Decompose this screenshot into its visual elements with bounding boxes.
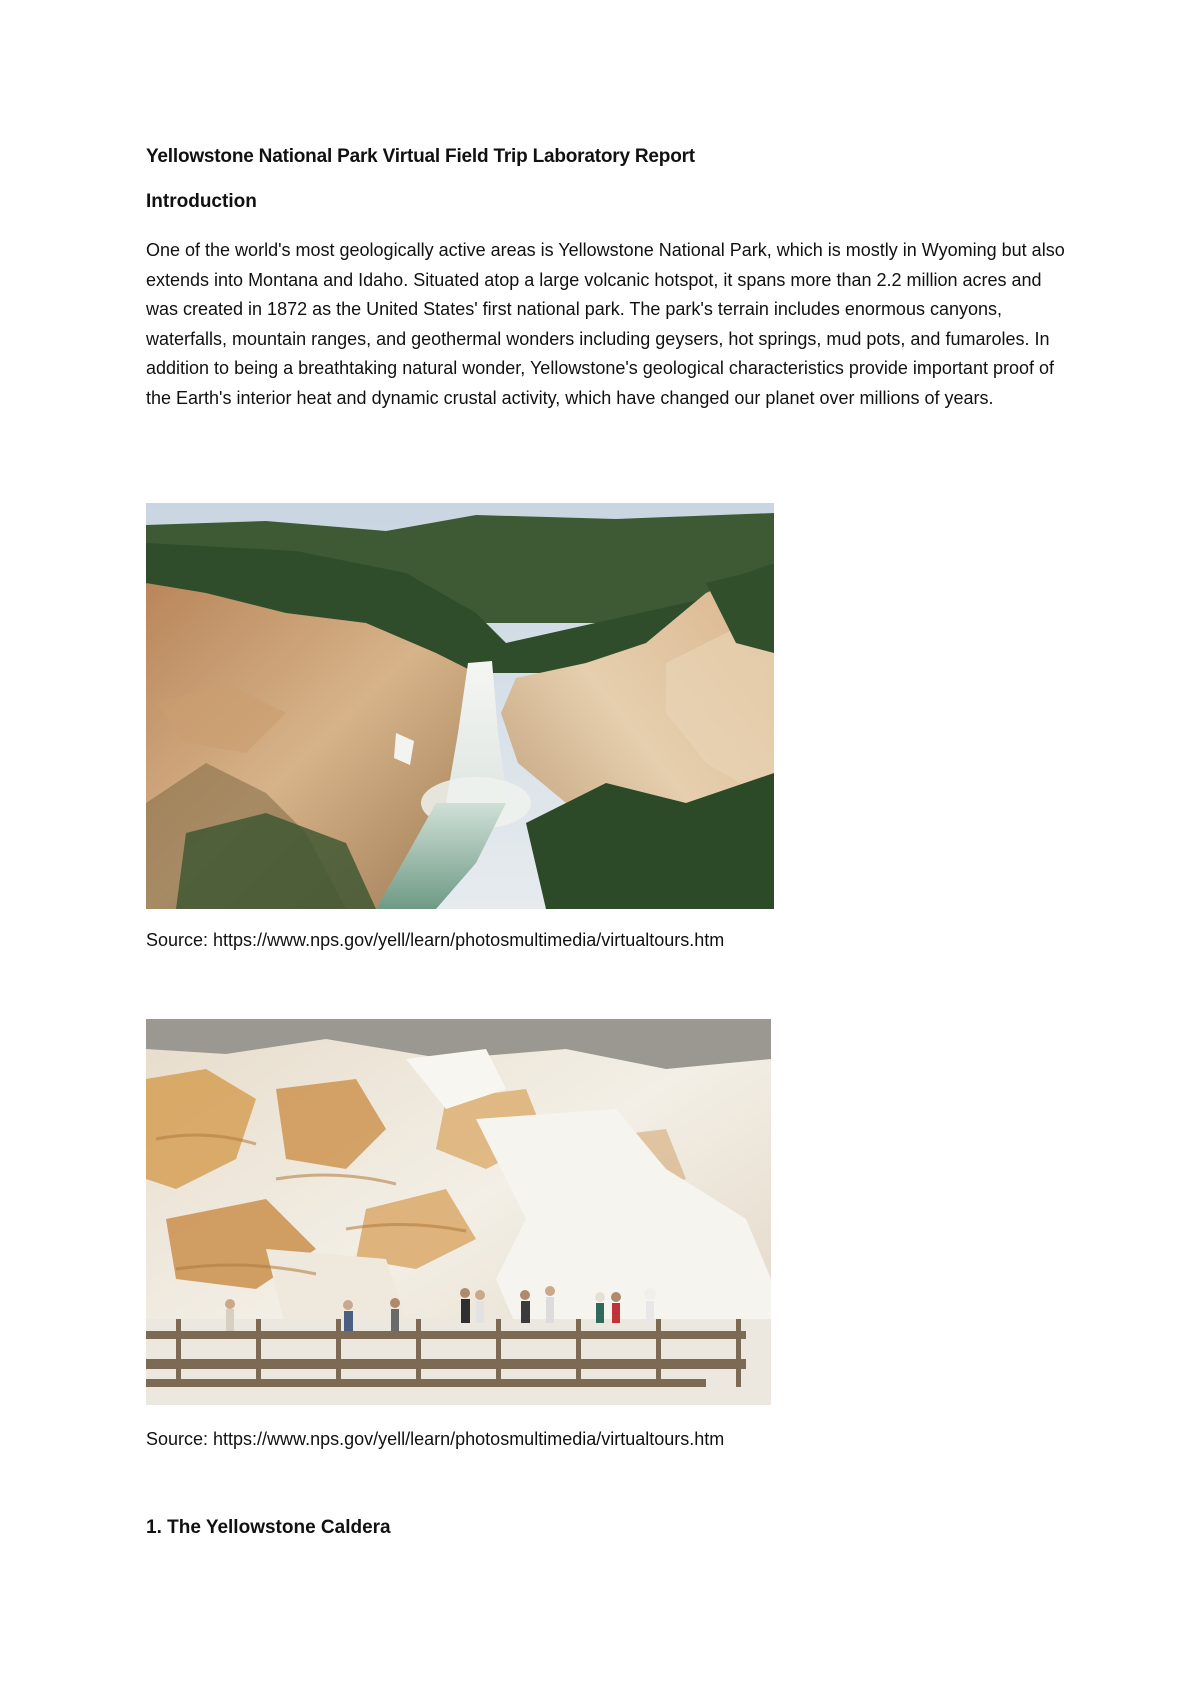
document-title: Yellowstone National Park Virtual Field Trip Laboratory Report [146, 146, 695, 167]
travertine-terraces-image [146, 1019, 771, 1405]
travertine-terraces-photo [146, 1019, 771, 1405]
canyon-waterfall-image [146, 503, 774, 909]
figure-2-caption: Source: https://www.nps.gov/yell/learn/photosmultimedia/virtualtours.htm [146, 1429, 725, 1449]
figure-1-caption: Source: https://www.nps.gov/yell/learn/photosmultimedia/virtualtours.htm [146, 930, 725, 950]
canyon-waterfall-photo [146, 503, 774, 909]
section-heading: 1. The Yellowstone Caldera [146, 1517, 391, 1538]
intro-heading: Introduction [146, 191, 257, 212]
intro-paragraph: One of the world's most geologically active areas is Yellowstone National Park, which is mostly in Wyoming but also extends into Montana and Idaho. Situated atop a large volcanic hotspot, it spans more than 2.2 million acres and was created in 1872 as the United States' first national park. The park's terrain includes enormous canyons, waterfalls, mountain ranges, and geothermal wonders including geysers, hot springs, mud pots, and fumaroles. In addition to being a breathtaking natural wonder, Yellowstone's geological characteristics provide important proof of the Earth's interior heat and dynamic crustal activity, which have changed our planet over millions of years. [146, 240, 1065, 408]
